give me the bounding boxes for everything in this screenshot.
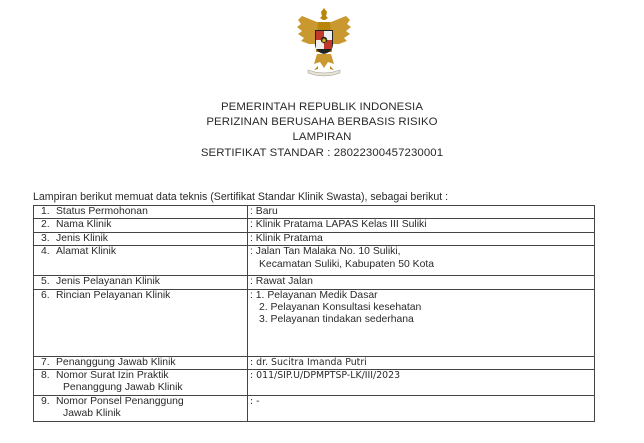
row-label-cell: 7. Penanggung Jawab Klinik — [34, 356, 248, 369]
table-row — [34, 219, 595, 232]
row-value: : dr. Sucitra Imanda Putri — [248, 356, 595, 369]
table-row — [34, 276, 595, 289]
garuda-emblem-icon — [294, 6, 354, 78]
table-row — [34, 232, 595, 245]
row-label: Rincian Pelayanan Klinik — [56, 289, 171, 301]
row-value: : - — [248, 395, 595, 421]
technical-data-table — [33, 205, 595, 422]
row-label-cell: 2. Nama Klinik — [34, 219, 248, 232]
row-value: : Klinik Pratama — [248, 232, 595, 245]
row-label: Penanggung Jawab Klinik — [56, 356, 176, 368]
row-value: : 011/SIP.U/DPMPTSP-LK/III/2023 — [248, 370, 595, 396]
row-label: Nomor Surat Izin Praktik — [56, 370, 169, 382]
header-line-government: PEMERINTAH REPUBLIK INDONESIA — [220, 101, 424, 113]
header-line-licensing: PERIZINAN BERUSAHA BERBASIS RISIKO — [206, 116, 438, 129]
row-label: Nomor Ponsel Penanggung — [56, 395, 184, 407]
table-row — [34, 289, 595, 356]
row-label-cell: 1. Status Permohonan — [34, 206, 248, 219]
header-line-certificate: SERTIFIKAT STANDAR : 28022300457230001 — [200, 146, 444, 159]
row-label: Jenis Pelayanan Klinik — [56, 276, 160, 288]
row-label-cell: 6. Rincian Pelayanan Klinik — [34, 289, 248, 356]
row-label: Alamat Klinik — [56, 246, 117, 258]
row-label-cell: 4. Alamat Klinik — [34, 246, 248, 276]
header-line-attachment: LAMPIRAN — [292, 131, 352, 144]
row-value: : 1. Pelayanan Medik Dasar 2. Pelayanan Konsultasi kesehatan 3. Pelayanan tindakan sederhana — [248, 289, 595, 356]
table-row — [34, 206, 595, 219]
table-row — [34, 356, 595, 369]
row-label: Jenis Klinik — [56, 232, 108, 244]
row-label-cell: 9. Nomor Ponsel Penanggung Jawab Klinik — [34, 395, 248, 421]
row-value: : Jalan Tan Malaka No. 10 Suliki, Kecamatan Suliki, Kabupaten 50 Kota — [248, 246, 595, 276]
row-label-cell: 5. Jenis Pelayanan Klinik — [34, 276, 248, 289]
row-label: Nama Klinik — [56, 219, 112, 231]
row-value: : Klinik Pratama LAPAS Kelas III Suliki — [248, 219, 595, 232]
row-label-cell: 8. Nomor Surat Izin Praktik Penanggung Jawab Klinik — [34, 370, 248, 396]
row-value: : Rawat Jalan — [248, 276, 595, 289]
row-label: Status Permohonan — [56, 206, 148, 217]
row-value: : Baru — [248, 206, 595, 219]
row-label-cell: 3. Jenis Klinik — [34, 232, 248, 245]
document-header — [0, 100, 644, 161]
intro-text: Lampiran berikut memuat data teknis (Sertifikat Standar Klinik Swasta), sebagai berikut : — [33, 191, 449, 203]
table-row — [34, 370, 595, 396]
table-row — [34, 395, 595, 421]
table-row — [34, 246, 595, 276]
